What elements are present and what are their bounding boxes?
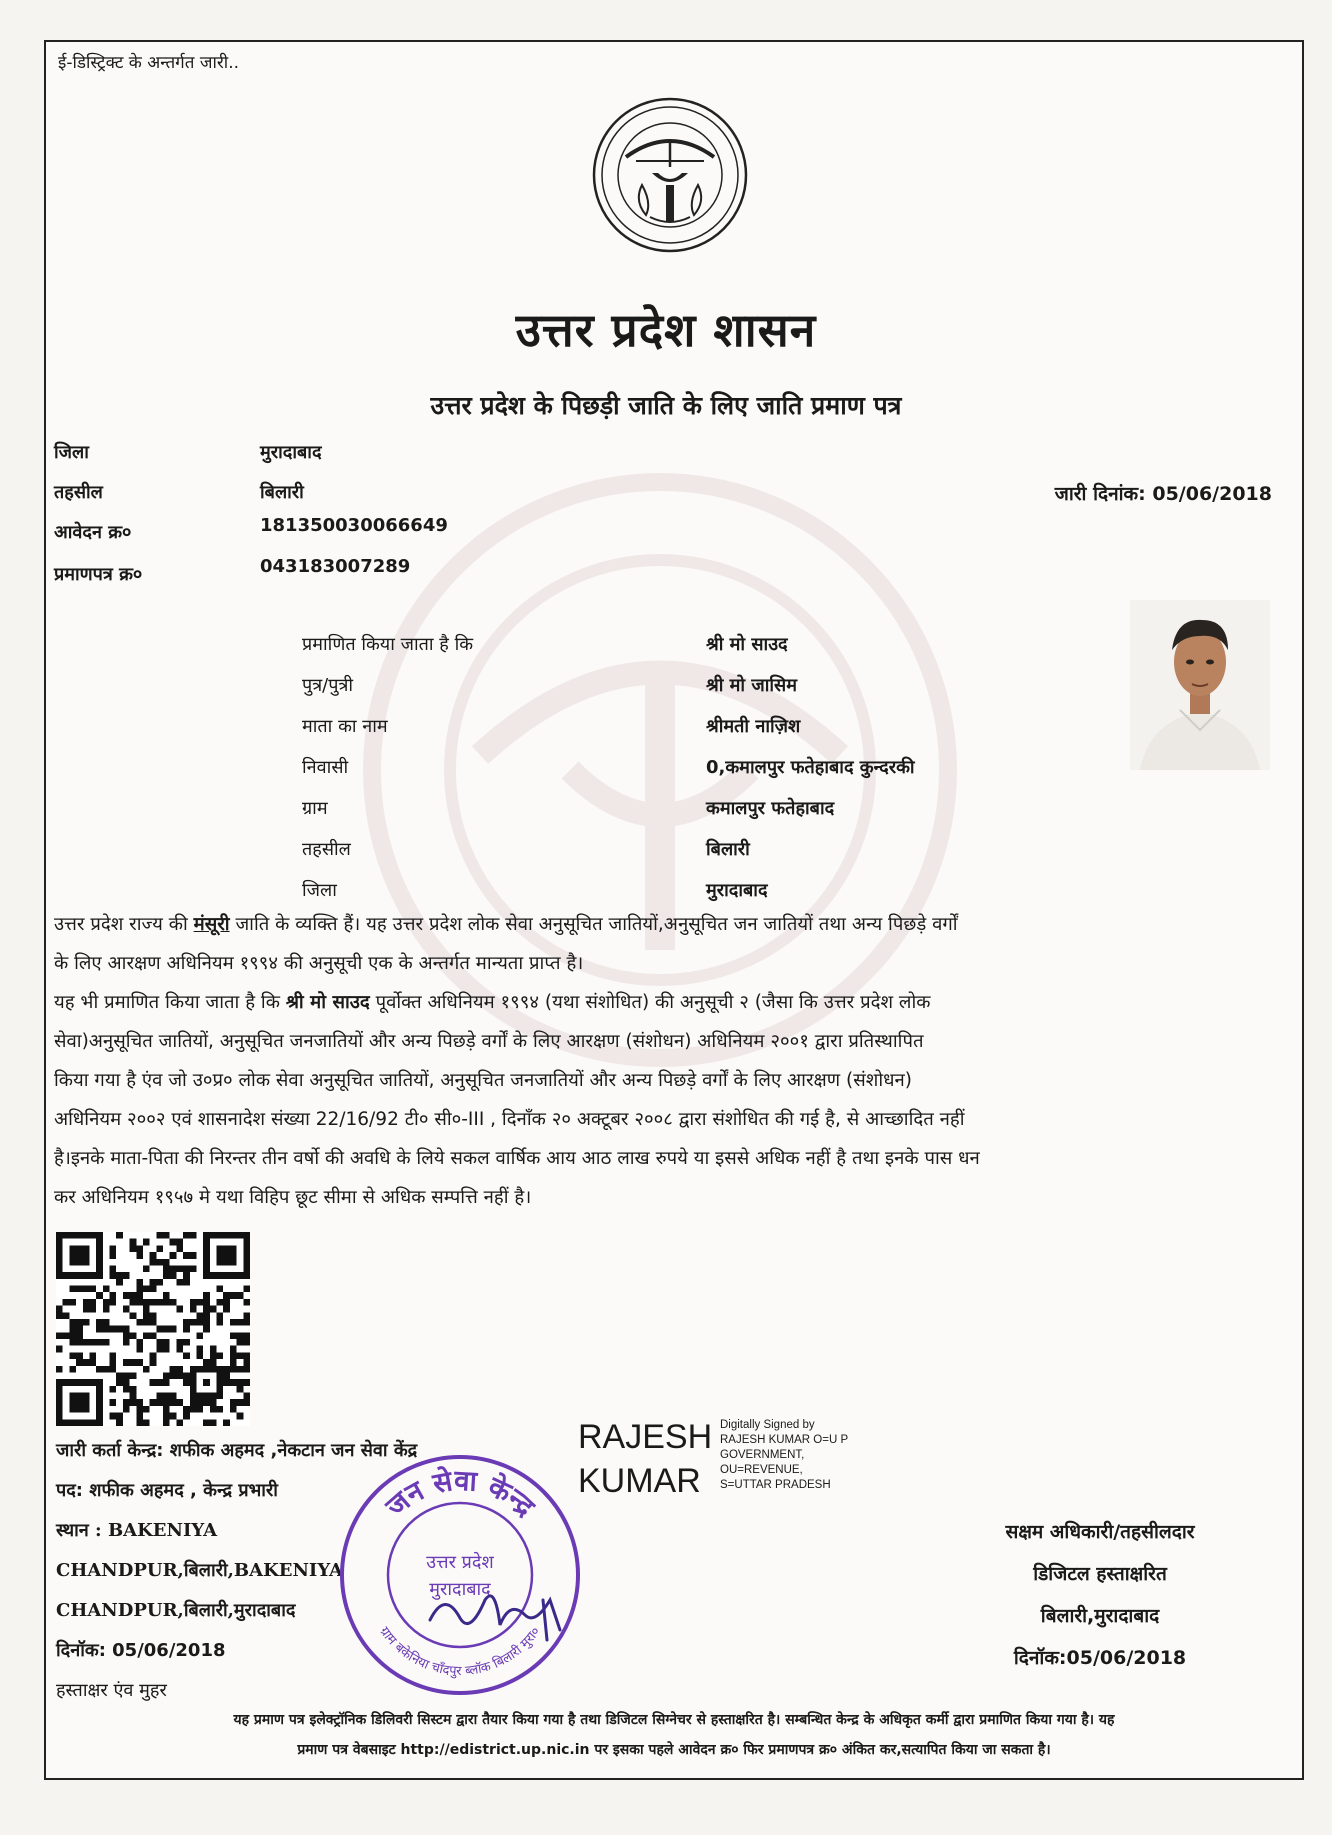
issuer-date: दिनॉक: 05/06/2018: [56, 1640, 226, 1661]
village-value: कमालपुर फतेहाबाद: [706, 798, 835, 819]
mother-name: श्रीमती नाज़िश: [706, 716, 801, 737]
tehsil-label: तहसील: [54, 482, 103, 503]
eligibility-paragraph: यह भी प्रमाणित किया जाता है कि श्री मो साउद पूर्वोक्त अधिनियम १९९४ (यथा संशोधित) की अनुसूची २ (जैसा कि उत्तर प्रदेश लोक सेवा)अनुसूचित जातियों, अनुसूचित जनजातियों और अन्य पिछड़े वर्गों के लिए आरक्षण (संशोधन) अधिनियम २००१ द्वारा प्रतिस्थापित किया गया है एंव जो उ०प्र० लोक सेवा अनुसूचित जातियों, अनुसूचित जनजातियों और अन्य पिछड़े वर्गों के लिए आरक्षण (संशोधन) अधिनियम २००२ एवं शासनादेश संख्या 22/16/92 टी० सी०-III , दिनाँक २० अक्टूबर २००८ द्वारा संशोधित की गई है, से आच्छादित नहीं है।इनके माता-पिता की निरन्तर तीन वर्षो की अवधि के लिये सकल वार्षिक आय आठ लाख रुपये या इससे अधिक नहीं है तथा इनके पास धन कर अधिनियम १९५७ मे यथा विहिप छूट सीमा से अधिक सम्पत्ति नहीं है।: [54, 992, 980, 1208]
up-govt-emblem-icon: [590, 95, 750, 255]
officer-place: बिलारी,मुरादाबाद: [1040, 1605, 1160, 1627]
detail-label: निवासी: [302, 757, 349, 778]
officer-title: सक्षम अधिकारी/तहसीलदार: [1005, 1521, 1195, 1543]
signature-seal-label: हस्ताक्षर एंव मुहर: [56, 1680, 167, 1701]
tehsil-value: बिलारी: [260, 482, 304, 503]
issuer-place-line2: CHANDPUR,बिलारी,BAKENIYA: [56, 1560, 343, 1581]
issuer-place-line1: स्थान : BAKENIYA: [56, 1520, 218, 1541]
detail-district-value: मुरादाबाद: [706, 880, 768, 901]
district-value: मुरादाबाद: [260, 442, 322, 463]
issuer-place-line3: CHANDPUR,बिलारी,मुरादाबाद: [56, 1600, 296, 1621]
issuer-post: पद: शफीक अहमद , केन्द्र प्रभारी: [56, 1480, 278, 1501]
svg-text:मुरादाबाद: मुरादाबाद: [429, 1579, 491, 1600]
digital-signature-details: Digitally Signed by RAJESH KUMAR O=U P GOVERNMENT, OU=REVENUE, S=UTTAR PRADESH: [720, 1419, 849, 1491]
officer-date: दिनॉक:05/06/2018: [1013, 1647, 1187, 1669]
father-name: श्री मो जासिम: [706, 675, 797, 696]
certificate-number: 043183007289: [260, 556, 411, 577]
qr-code[interactable]: [56, 1232, 250, 1426]
svg-text:उत्तर प्रदेश: उत्तर प्रदेश: [426, 1552, 494, 1573]
application-label: आवेदन क्र०: [54, 522, 132, 543]
detail-label: पुत्र/पुत्री: [302, 675, 354, 696]
detail-tehsil-value: बिलारी: [706, 839, 750, 860]
applicant-name: श्री मो साउद: [706, 634, 788, 655]
jan-seva-kendra-stamp: [335, 1450, 585, 1700]
top-note: ई-डिस्ट्रिक्ट के अन्तर्गत जारी..: [58, 53, 240, 73]
residence-value: 0,कमालपुर फतेहाबाद कुन्दरकी: [706, 757, 915, 778]
digital-signer-first-name: RAJESH: [578, 1418, 713, 1456]
detail-label: ग्राम: [302, 798, 328, 819]
certificate-label: प्रमाणपत्र क्र०: [54, 564, 143, 585]
digital-signer-last-name: KUMAR: [578, 1462, 701, 1500]
svg-text:जन सेवा केन्द्र: जन सेवा केन्द्र: [379, 1463, 542, 1524]
issuing-center: जारी कर्ता केन्द्र: शफीक अहमद ,नेकटान जन सेवा केंद्र: [56, 1440, 418, 1461]
caste-paragraph: उत्तर प्रदेश राज्य की मंसूरी जाति के व्यक्ति हैं। यह उत्तर प्रदेश लोक सेवा अनुसूचित जातियों,अनुसूचित जन जातियों तथा अन्य पिछड़े वर्गों के लिए आरक्षण अधिनियम १९९४ की अनुसूची एक के अन्तर्गत मान्यता प्राप्त है।: [54, 914, 958, 974]
issue-date: जारी दिनांक: 05/06/2018: [1054, 483, 1272, 505]
officer-digital-sign: डिजिटल हस्ताक्षरित: [1033, 1563, 1167, 1585]
caste-name: मंसूरी: [193, 914, 230, 935]
footer-note: यह प्रमाण पत्र इलेक्ट्रॉनिक डिलिवरी सिस्टम द्वारा तैयार किया गया है तथा डिजिटल सिग्नेचर से हस्ताक्षरित है। सम्बन्धित केन्द्र के अधिकृत कर्मी द्वारा प्रमाणित किया गया है। यह प्रमाण पत्र वेबसाइट http://edistrict.up.nic.in पर इसका पहले आवेदन क्र० फिर प्रमाणपत्र क्र० अंकित कर,सत्यापित किया जा सकता है।: [233, 1712, 1115, 1758]
sub-title: उत्तर प्रदेश के पिछड़ी जाति के लिए जाति प्रमाण पत्र: [430, 391, 902, 420]
detail-label: माता का नाम: [302, 716, 388, 737]
svg-text:ग्राम बकेनिया चाँदपुर ब्लॉक बि: ग्राम बकेनिया चाँदपुर ब्लॉक बिलारी मुरा०: [376, 1624, 544, 1680]
application-number: 181350030066649: [260, 515, 448, 536]
district-label: जिला: [54, 442, 89, 463]
detail-label: जिला: [302, 880, 337, 901]
detail-label: प्रमाणित किया जाता है कि: [302, 634, 474, 655]
applicant-name-inline: श्री मो साउद: [285, 992, 370, 1013]
main-title: उत्तर प्रदेश शासन: [515, 303, 817, 357]
detail-label: तहसील: [302, 839, 351, 860]
applicant-photo: [1130, 600, 1270, 770]
